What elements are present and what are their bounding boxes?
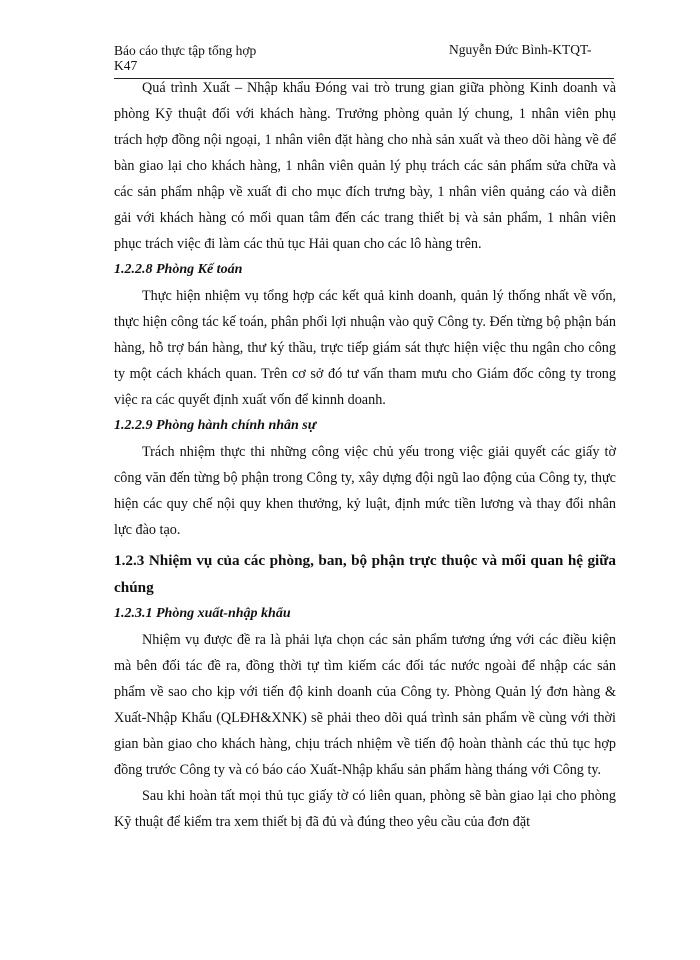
heading-1229-hr: 1.2.2.9 Phòng hành chính nhân sự	[114, 418, 317, 433]
heading-123-duties: 1.2.3 Nhiệm vụ của các phòng, ban, bộ phận trực thuộc và mối quan hệ giữa chúng	[114, 552, 616, 596]
header-author: Nguyễn Đức Bình-KTQT-	[449, 42, 592, 57]
header-author-class: K47	[114, 58, 138, 73]
paragraph-import-export-duties: Nhiệm vụ được đề ra là phải lựa chọn các sản phẩm tương ứng với các điều kiện mà bên đối tác đề ra, đồng thời tự tìm kiếm các đối tác nước ngoài để nhập các sản phẩm về sao cho kịp với tiến độ kinh doanh của Công ty. Phòng Quản lý đơn hàng & Xuất-Nhập Khẩu (QLĐH&XNK) sẽ phải theo dõi quá trình sản phẩm về cùng với thời gian bàn giao cho khách hàng, chịu trách nhiệm về tiến độ hoàn thành các thủ tục hợp đồng trước Công ty và có báo cáo Xuất-Nhập khẩu sản phẩm hàng tháng với Công ty.	[114, 632, 616, 778]
paragraph-hr: Trách nhiệm thực thi những công việc chủ yếu trong việc giải quyết các giấy tờ công văn đến từng bộ phận trong Công ty, xây dựng đội ngũ lao động của Công ty, thực hiện các quy chế nội quy khen thưởng, kỷ luật, định mức tiền lương và thay đổi nhân lực đào tạo.	[114, 444, 616, 538]
paragraph-accounting: Thực hiện nhiệm vụ tổng hợp các kết quả kinh doanh, quản lý thống nhất về vốn, thực hiện công tác kế toán, phân phối lợi nhuận vào quỹ Công ty. Đến từng bộ phận bán hàng, hỗ trợ bán hàng, thư ký thầu, trực tiếp giám sát thực hiện việc thu ngân cho công ty một cách khách quan. Trên cơ sở đó tư vấn tham mưu cho Giám đốc công ty trong việc ra các quyết định xuất vốn để kinnh doanh.	[114, 288, 616, 408]
header-report-title: Báo cáo thực tập tổng hợp	[114, 43, 257, 58]
document-body	[114, 75, 616, 835]
paragraph-handover: Sau khi hoàn tất mọi thủ tục giấy tờ có liên quan, phòng sẽ bàn giao lại cho phòng Kỹ thuật để kiểm tra xem thiết bị đã đủ và đúng theo yêu cầu của đơn đặt	[114, 788, 616, 830]
heading-1228-accounting: 1.2.2.8 Phòng Kế toán	[114, 262, 243, 277]
paragraph-import-export-process: Quá trình Xuất – Nhập khẩu Đóng vai trò trung gian giữa phòng Kinh doanh và phòng Kỹ thuật đối với khách hàng. Trưởng phòng quản lý chung, 1 nhân viên phụ trách hợp đồng nội ngoại, 1 nhân viên đặt hàng cho nhà sản xuất và theo dõi hàng về để bàn giao lại cho khách hàng, 1 nhân viên quản lý phụ trách các sản phẩm sửa chữa và các sản phẩm nhập về xuất đi cho mục đích trưng bày, 1 nhân viên quảng cáo và diễn gải với khách hàng có mối quan tâm đến các trang thiết bị và sản phẩm, 1 nhân viên phục trách việc đi làm các thủ tục Hải quan cho các lô hàng trên.	[114, 80, 616, 252]
heading-1231-import-export: 1.2.3.1 Phòng xuất-nhập khẩu	[114, 606, 291, 621]
